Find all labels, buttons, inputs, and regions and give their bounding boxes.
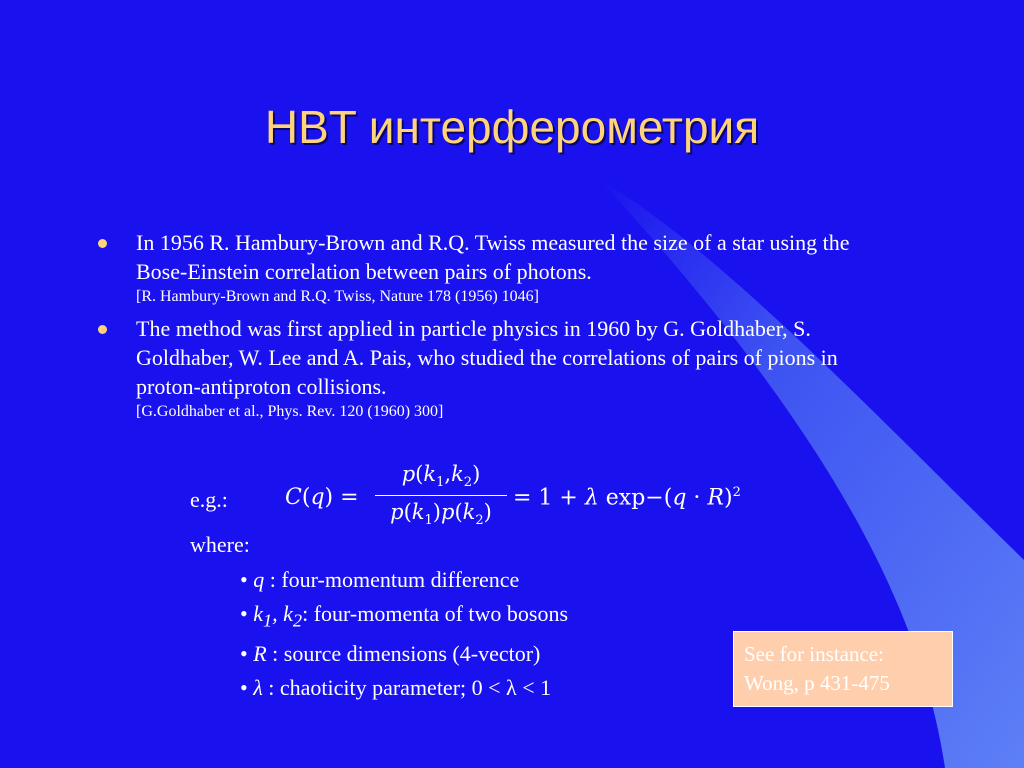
bullet-dot-icon [98, 325, 107, 334]
note-line-1: See for instance: [744, 642, 884, 666]
bullet-reference: [G.Goldhaber et al., Phys. Rev. 120 (1960) 300] [136, 403, 444, 420]
correlation-formula [285, 462, 755, 542]
formula-lhs: C(q) = [285, 485, 359, 510]
note-line-2: Wong, p 431-475 [744, 671, 890, 695]
bullet-dot-icon [98, 239, 107, 248]
formula-numerator: $p(k_1,k_2)$ [401, 462, 481, 491]
formula-rhs: = 1 + λ $\exp-(q \cdot R)^2$ [513, 485, 741, 511]
formula-denominator: $p(k_1)p(k_2)$ [390, 500, 492, 529]
definition-k1-k2: • $k_1$, $k_2$: four-momenta of two bosons [240, 601, 569, 631]
formula-fraction [375, 462, 507, 528]
example-label: e.g.: [190, 487, 228, 512]
definition-r: • R : source dimensions (4-vector) [240, 641, 541, 667]
fraction-bar [375, 495, 507, 496]
where-label: where: [190, 532, 250, 557]
bullet-list [96, 228, 896, 429]
definition-lambda: • λ : chaoticity parameter; 0 < λ < 1 [240, 675, 552, 701]
bullet-item-goldhaber-1960 [96, 314, 896, 423]
definition-list [240, 563, 568, 705]
bullet-text: The method was first applied in particle physics in 1960 by G. Goldhaber, S. Goldhaber, W. Lee and A. Pais, who studied the correlations of pairs of pions in proton-antiproton collisions. [136, 316, 838, 399]
bullet-text: In 1956 R. Hambury-Brown and R.Q. Twiss measured the size of a star using the Bose-Einstein correlation between pairs of photons. [136, 230, 850, 284]
reference-note-box [733, 631, 953, 707]
bullet-reference: [R. Hambury-Brown and R.Q. Twiss, Nature 178 (1956) 1046] [136, 288, 539, 305]
slide-title: HBT интерферометрия [264, 101, 760, 153]
bullet-item-hbt-1956 [96, 228, 896, 308]
definition-q: • q : four-momentum difference [240, 567, 520, 592]
